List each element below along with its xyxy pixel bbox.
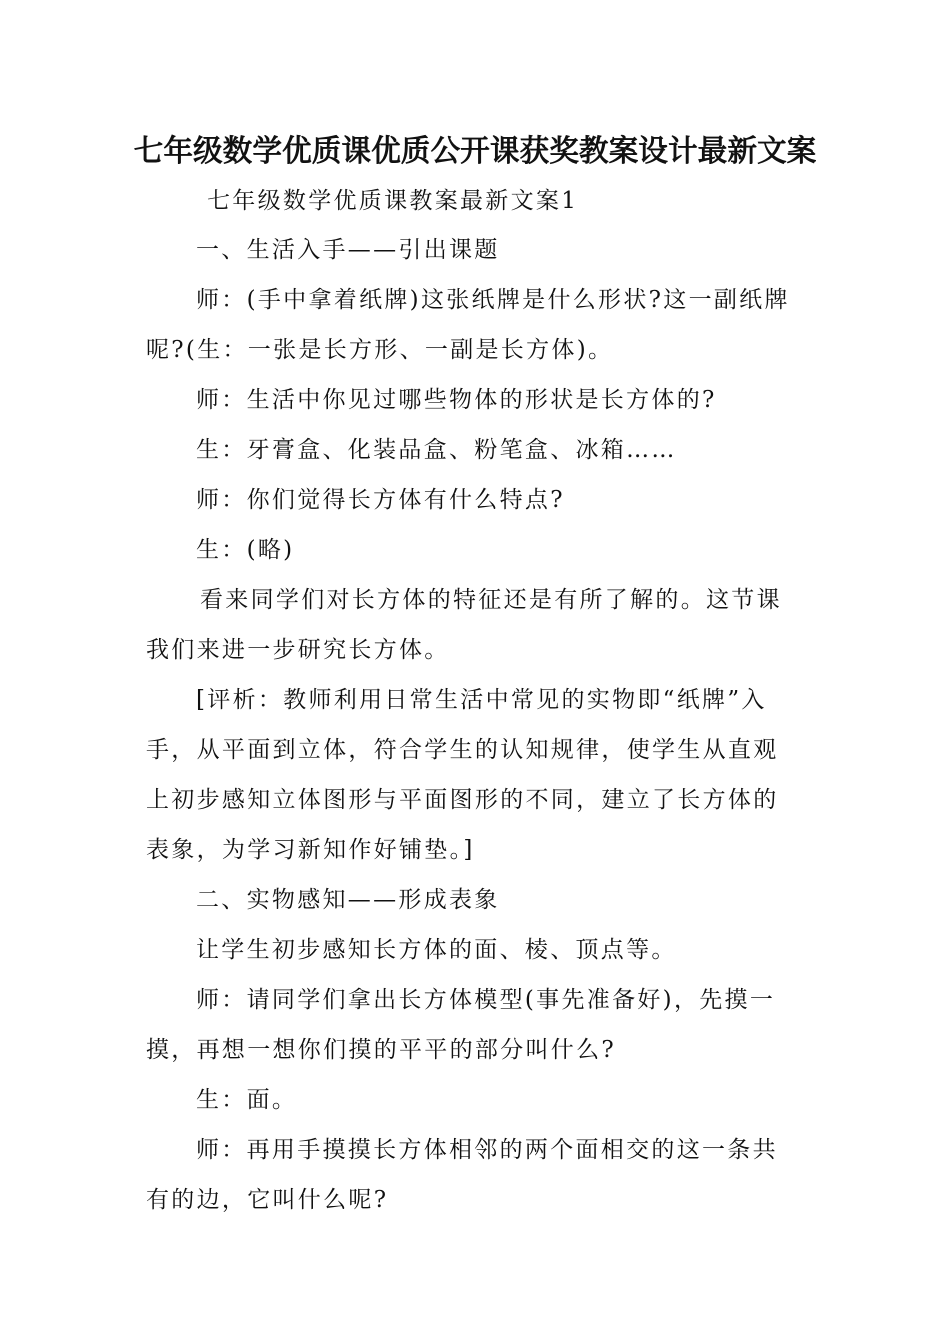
paragraph-line: 我们来进一步研究长方体。	[146, 637, 450, 663]
paragraph-line: 生：(略)	[196, 537, 295, 563]
paragraph-line: 生：面。	[196, 1087, 298, 1113]
paragraph-line: 师：你们觉得长方体有什么特点?	[196, 487, 565, 513]
paragraph-line: 看来同学们对长方体的特征还是有所了解的。这节课	[200, 587, 782, 613]
section-heading-1: 一、生活入手——引出课题	[196, 237, 500, 263]
paragraph-line: 呢?(生：一张是长方形、一副是长方体)。	[146, 337, 614, 363]
paragraph-line: 有的边，它叫什么呢?	[146, 1187, 389, 1213]
paragraph-line: [评析：教师利用日常生活中常见的实物即“纸牌”入	[196, 687, 767, 713]
document-subtitle: 七年级数学优质课教案最新文案1	[207, 188, 579, 214]
paragraph-line: 师：生活中你见过哪些物体的形状是长方体的?	[196, 387, 717, 413]
paragraph-line: 手，从平面到立体，符合学生的认知规律，使学生从直观	[146, 737, 779, 763]
paragraph-line: 上初步感知立体图形与平面图形的不同，建立了长方体的	[146, 787, 779, 813]
paragraph-line: 师：请同学们拿出长方体模型(事先准备好)，先摸一	[196, 987, 776, 1013]
document-title: 七年级数学优质课优质公开课获奖教案设计最新文案	[133, 134, 817, 169]
paragraph-line: 生：牙膏盒、化装品盒、粉笔盒、冰箱……	[196, 437, 677, 463]
paragraph-line: 表象，为学习新知作好铺垫。]	[146, 837, 475, 863]
paragraph-line: 摸，再想一想你们摸的平平的部分叫什么?	[146, 1037, 617, 1063]
paragraph-line: 让学生初步感知长方体的面、棱、顶点等。	[196, 937, 677, 963]
paragraph-line: 师：再用手摸摸长方体相邻的两个面相交的这一条共	[196, 1137, 778, 1163]
paragraph-line: 师：(手中拿着纸牌)这张纸牌是什么形状?这一副纸牌	[196, 287, 790, 313]
section-heading-2: 二、实物感知——形成表象	[196, 887, 500, 913]
